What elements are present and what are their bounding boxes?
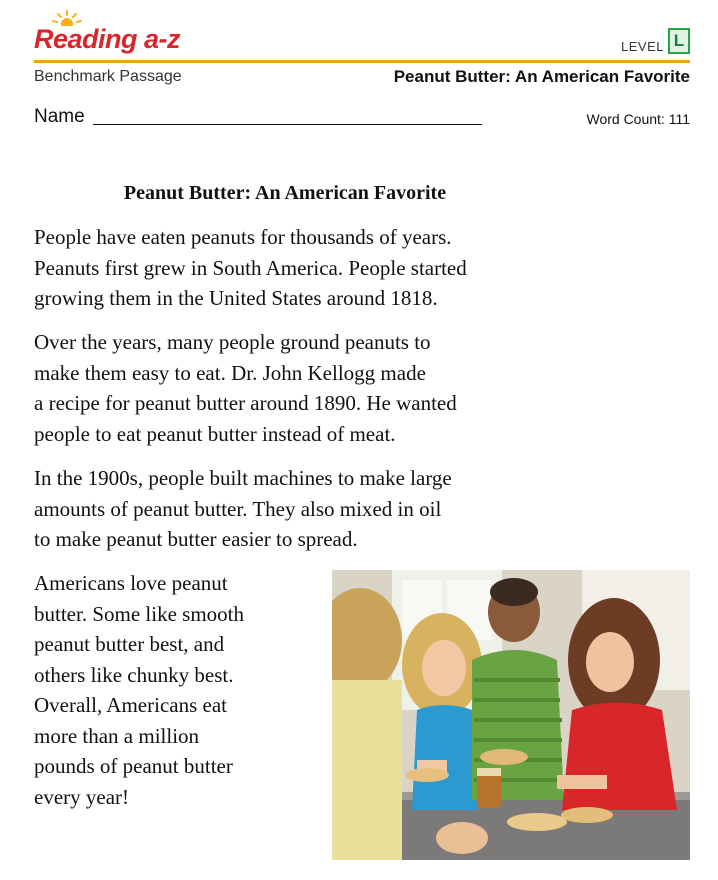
photo-illustration [332, 570, 690, 860]
level-badge: L [668, 28, 690, 54]
header-divider [34, 60, 690, 63]
text-line: more than a million [34, 723, 200, 748]
text-line: Peanuts first grew in South America. People started [34, 255, 467, 280]
header-passage-title: Peanut Butter: An American Favorite [393, 67, 690, 86]
level-label: LEVEL [621, 39, 664, 54]
reading-az-logo [34, 10, 181, 60]
text-line: Over the years, many people ground peanuts to [34, 330, 431, 354]
text-line: Overall, Americans eat [34, 693, 227, 717]
text-line: to make peanut butter easier to spread. [34, 527, 358, 551]
level-indicator [621, 28, 690, 54]
story-title: Peanut Butter: An American Favorite [123, 182, 447, 204]
name-label: Name [34, 106, 85, 127]
word-count: Word Count: 111 [586, 111, 690, 127]
passage-type: Benchmark Passage [34, 68, 182, 85]
name-write-line [93, 124, 482, 125]
text-line: amounts of peanut butter. They also mixed in oil [34, 496, 442, 521]
paragraph-3 [34, 463, 452, 555]
paragraph-1 [34, 222, 467, 314]
text-line: butter. Some like smooth [34, 601, 244, 626]
text-line: a recipe for peanut butter around 1890. He wanted [34, 391, 457, 415]
text-line: peanut butter best, and [34, 632, 225, 656]
logo-text: Reading a-z [34, 24, 181, 54]
text-line: In the 1900s, people built machines to make large [34, 466, 452, 490]
text-line: every year! [34, 784, 130, 809]
teens-making-sandwiches-photo [332, 570, 690, 860]
text-line: make them easy to eat. Dr. John Kellogg made [34, 360, 426, 385]
text-line: People have eaten peanuts for thousands of years. [34, 225, 452, 249]
text-line: others like chunky best. [34, 662, 234, 687]
paragraph-4 [34, 568, 244, 812]
text-line: growing them in the United States around 1818. [34, 286, 438, 310]
text-line: pounds of peanut butter [34, 754, 233, 778]
paragraph-2 [34, 327, 457, 449]
text-line: people to eat peanut butter instead of meat. [34, 421, 396, 446]
text-line: Americans love peanut [34, 571, 228, 595]
